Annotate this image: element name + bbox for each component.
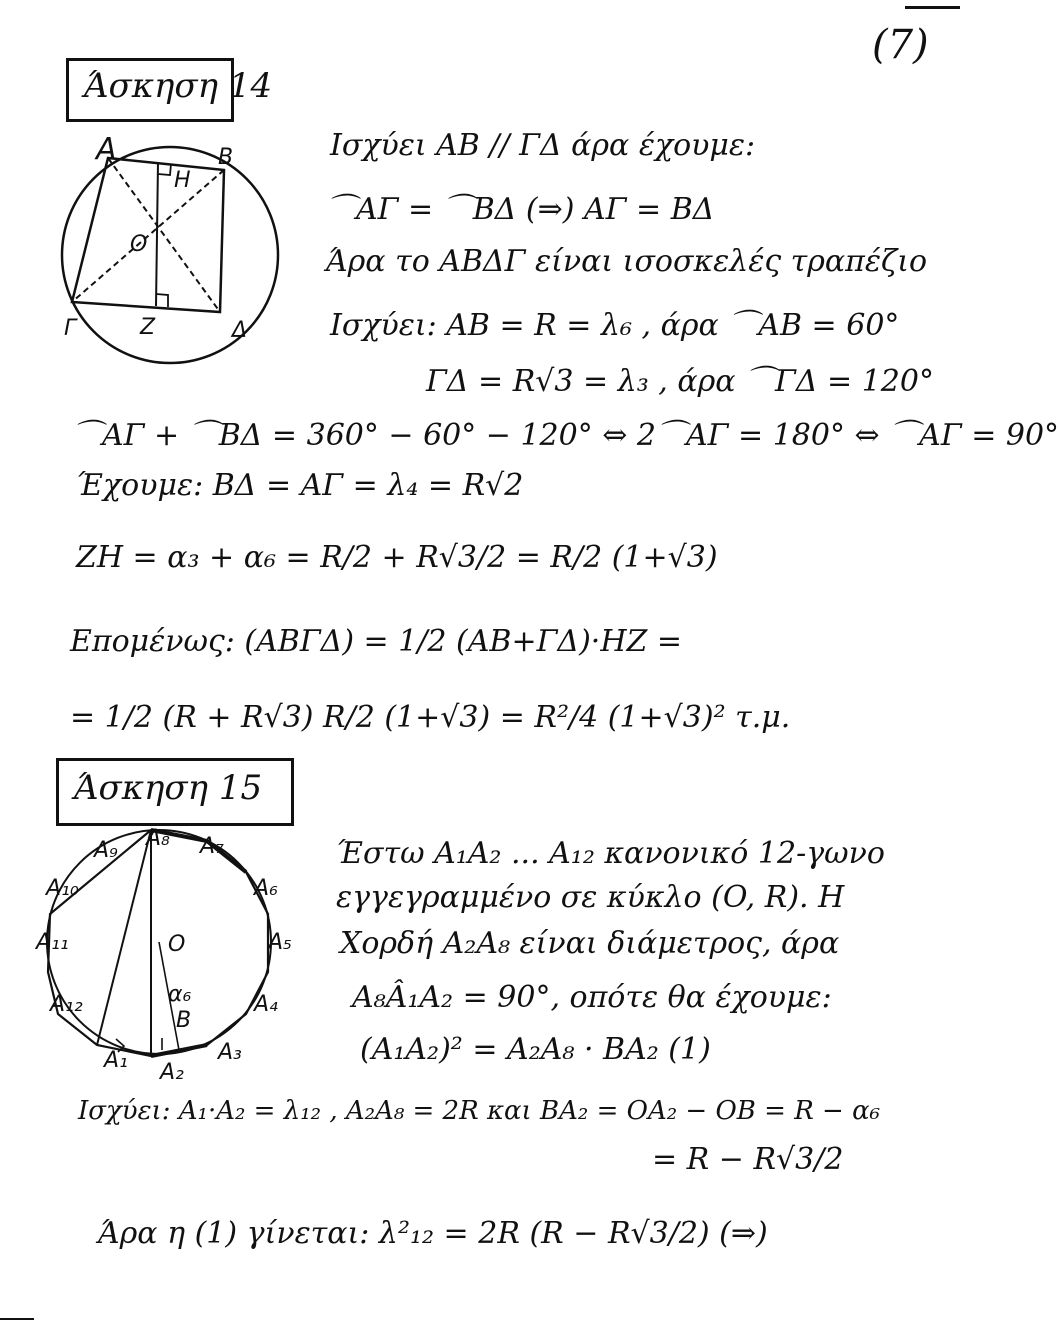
ex15-line-1: Έστω A₁A₂ ... A₁₂ κανονικό 12-γωνο xyxy=(336,836,885,871)
ex15-line-5: (A₁A₂)² = A₂A₈ · BA₂ (1) xyxy=(360,1032,711,1067)
ex14-line-1: Ισχύει AB // ΓΔ άρα έχουμε: xyxy=(330,128,756,163)
label-a6-apothem: α₆ xyxy=(168,982,192,1007)
scan-mark xyxy=(0,1318,34,1320)
ex14-line-8: ZH = α₃ + α₆ = R/2 + R√3/2 = R/2 (1+√3) xyxy=(76,540,718,575)
label-a6: A₆ xyxy=(254,876,278,901)
ex14-line-3: Άρα το ABΔΓ είναι ισοσκελές τραπέζιο xyxy=(326,244,928,279)
ex14-line-7: Έχουμε: BΔ = AΓ = λ₄ = R√2 xyxy=(76,468,524,503)
right-angle-h xyxy=(158,164,171,175)
page-number: (7) xyxy=(872,22,929,68)
label-a4: A₄ xyxy=(254,992,278,1017)
label-a12: A₁₂ xyxy=(50,992,83,1017)
ex14-line-4: Ισχύει: AB = R = λ₆ , άρα ⌒AB = 60° xyxy=(330,308,900,343)
exercise-14-title: Άσκηση 14 xyxy=(84,66,273,106)
label-z: Z xyxy=(140,315,156,340)
label-a7: A₇ xyxy=(200,834,224,859)
ex15-line-6: Ισχύει: A₁·A₂ = λ₁₂ , A₂A₈ = 2R και BA₂ = OA₂ − OB = R − α₆ xyxy=(78,1096,881,1126)
label-a5: A₅ xyxy=(268,930,292,955)
diagonal-bg xyxy=(72,170,224,302)
ex14-line-9: Επομένως: (ABΓΔ) = 1/2 (AB+ΓΔ)·HZ = xyxy=(70,624,682,659)
label-a11: A₁₁ xyxy=(36,930,69,955)
label-a: A xyxy=(96,132,117,167)
right-angle-z xyxy=(156,294,168,307)
label-a9: A₉ xyxy=(94,838,118,863)
corner-mark xyxy=(905,6,960,9)
label-d: Δ xyxy=(232,318,248,343)
ex15-line-3: Χορδή A₂A₈ είναι διάμετρος, άρα xyxy=(340,926,840,961)
ex15-line-2: εγγεγραμμένο σε κύκλο (O, R). Η xyxy=(336,880,845,915)
ex14-line-6: ⌒AΓ + ⌒BΔ = 360° − 60° − 120° ⇔ 2⌒AΓ = 180° ⇔ ⌒AΓ = 90° xyxy=(72,418,1059,453)
label-a3: A₃ xyxy=(218,1040,242,1065)
label-h: H xyxy=(174,168,191,193)
label-g: Γ xyxy=(64,316,77,341)
label-a2: A₂ xyxy=(160,1060,184,1085)
label-a8: A₈ xyxy=(146,826,170,851)
ex15-line-7: = R − R√3/2 xyxy=(652,1142,844,1177)
label-b-15: B xyxy=(176,1008,192,1033)
height-hz xyxy=(156,162,158,306)
label-o: O xyxy=(130,232,148,257)
ex15-line-4: A₈Â₁A₂ = 90°, οπότε θα έχουμε: xyxy=(352,980,832,1015)
ex14-line-5: ΓΔ = R√3 = λ₃ , άρα ⌒ΓΔ = 120° xyxy=(426,364,934,399)
ex15-line-8: Άρα η (1) γίνεται: λ²₁₂ = 2R (R − R√3/2) (⇒) xyxy=(98,1216,768,1251)
ex14-line-2: ⌒AΓ = ⌒BΔ (⇒) AΓ = BΔ xyxy=(326,192,715,227)
label-a10: A₁₀ xyxy=(46,876,79,901)
exercise-15-figure xyxy=(34,826,294,1086)
exercise-15-title: Άσκηση 15 xyxy=(74,768,263,808)
label-o-15: O xyxy=(168,932,186,957)
ex14-line-10: = 1/2 (R + R√3) R/2 (1+√3) = R²/4 (1+√3)² τ.μ. xyxy=(70,700,791,735)
diagonal-ad xyxy=(108,158,220,312)
label-a1: A₁ xyxy=(104,1048,128,1073)
label-b: B xyxy=(218,145,234,170)
